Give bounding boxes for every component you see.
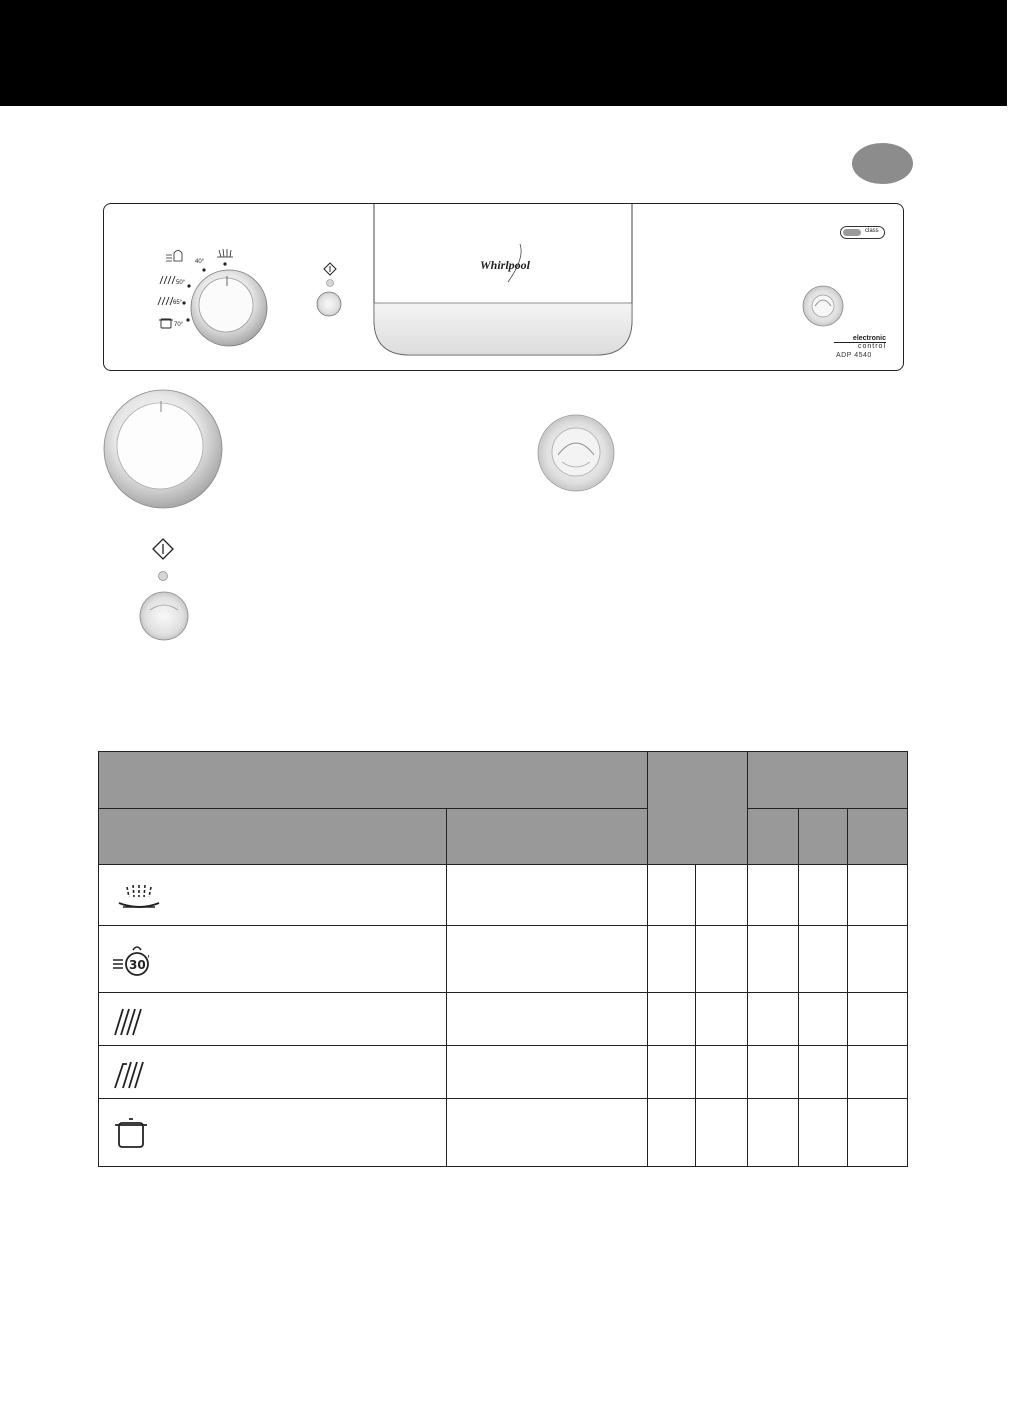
program-icon-cell — [99, 1099, 447, 1167]
class-badge-swatch — [843, 229, 861, 236]
table-header-group-a — [648, 752, 748, 865]
dial-temp-70: 70° — [174, 322, 184, 328]
svg-text:': ' — [147, 954, 150, 965]
start-button-small — [317, 263, 341, 316]
control-label: control — [834, 342, 886, 350]
dial-temp-65: 65° — [173, 300, 183, 306]
table-subheader-1 — [99, 809, 447, 865]
table-subheader-3 — [748, 809, 799, 865]
table-header-programs — [99, 752, 648, 809]
table-subheader-2 — [446, 809, 648, 865]
electronic-label: electronic — [852, 335, 886, 342]
pot-icon — [107, 1113, 167, 1163]
program-dial-small — [191, 270, 267, 346]
delay-knob-small — [803, 286, 843, 326]
table-row — [99, 926, 908, 993]
table-row — [99, 865, 908, 926]
table-row — [99, 1046, 908, 1099]
table-row — [99, 1099, 908, 1167]
program-dial-large — [104, 390, 222, 508]
class-badge-label: class — [865, 228, 879, 234]
dial-temp-40: 40° — [195, 259, 205, 265]
program-icon-cell — [99, 926, 447, 993]
program-icon-cell — [99, 993, 447, 1046]
class-badge — [840, 226, 885, 239]
quick-30-minute-icon — [107, 936, 167, 986]
glasses-icon — [107, 999, 167, 1043]
svg-text:30: 30 — [129, 958, 146, 972]
program-icon-cell — [99, 1046, 447, 1099]
brand-logo-text: Whirlpool — [480, 258, 531, 272]
prewash-spray-icon — [107, 873, 167, 923]
table-subheader-5 — [848, 809, 908, 865]
mixed-glasses-icon — [107, 1052, 167, 1096]
electronic-control-logo — [834, 335, 886, 350]
model-number: ADP 4540 — [836, 352, 872, 359]
delay-knob-large — [538, 415, 614, 491]
table-subheader-4 — [799, 809, 848, 865]
dial-temp-50: 50° — [176, 280, 186, 286]
table-header-group-b — [748, 752, 908, 809]
program-table — [98, 751, 908, 1167]
table-row — [99, 993, 908, 1046]
program-icon-cell — [99, 865, 447, 926]
start-button-large — [140, 539, 188, 640]
